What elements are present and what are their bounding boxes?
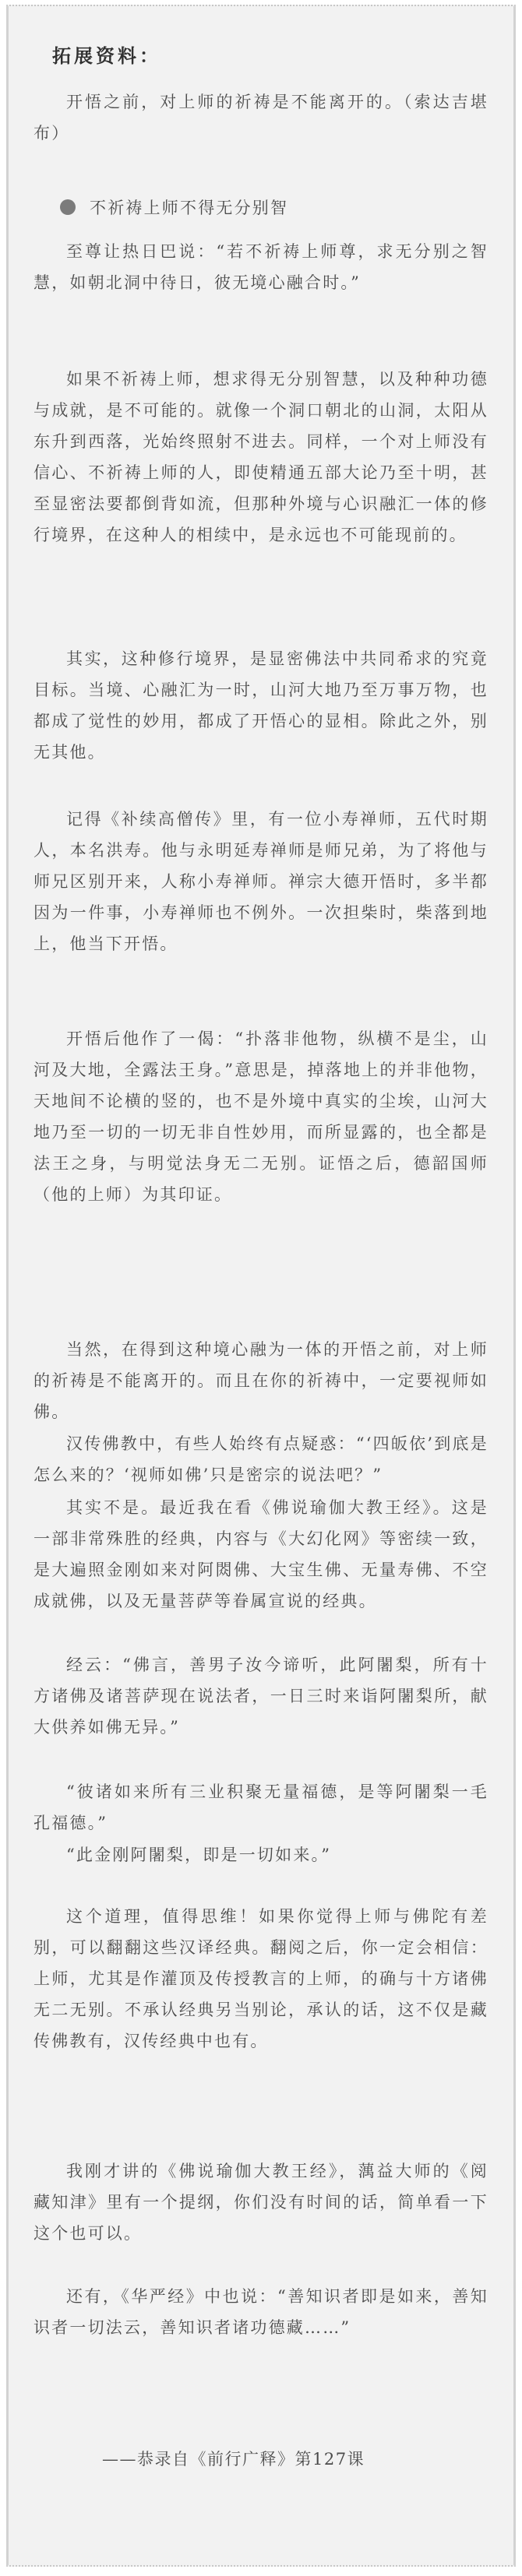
paragraph: “彼诸如来所有三业积聚无量福德，是等阿闍梨一毛孔福德。” [34, 1782, 488, 1832]
paragraph: 如果不祈祷上师，想求得无分别智慧，以及种种功德与成就，是不可能的。就像一个洞口朝北的山洞，太阳从东升到西落，光始终照射不进去。同样，一个对上师没有信心、不祈祷上师的人，即使精通五部大论乃至十明，甚至显密法要都倒背如流，但那种外境与心识融汇一体的修行境界，在这种人的相续中，是永远也不可能现前的。 [34, 370, 488, 544]
paragraph: 汉传佛教中，有些人始终有点疑惑：“‘四皈依’到底是怎么来的？‘视师如佛’只是密宗的说法吧？” [34, 1434, 488, 1484]
article-card [6, 5, 516, 2567]
paragraph: 其实，这种修行境界，是显密佛法中共同希求的究竟目标。当境、心融汇为一时，山河大地乃至万事万物，也都成了觉性的妙用，都成了开悟心的显相。除此之外，别无其他。 [34, 649, 488, 762]
paragraph: 当然，在得到这种境心融为一体的开悟之前，对上师的祈祷是不能离开的。而且在你的祈祷中，一定要视师如佛。 [34, 1340, 488, 1421]
paragraph: 其实不是。最近我在看《佛说瑜伽大教王经》。这是一部非常殊胜的经典，内容与《大幻化网》等密续一致，是大遍照金刚如来对阿閦佛、大宝生佛、无量寿佛、不空成就佛，以及无量菩萨等眷属宣说的经典。 [34, 1498, 488, 1610]
paragraph: “此金刚阿闍梨，即是一切如来。” [66, 1846, 332, 1864]
paragraph: 我刚才讲的《佛说瑜伽大教王经》，蕅益大师的《阅藏知津》里有一个提纲，你们没有时间的话，简单看一下这个也可以。 [34, 2162, 488, 2243]
section-heading: 拓展资料： [52, 44, 161, 67]
paragraph: 这个道理，值得思维！如果你觉得上师与佛陀有差别，可以翻翻这些汉译经典。翻阅之后，你一定会相信：上师，尤其是作灌顶及传授教言的上师，的确与十方诸佛无二无别。不承认经典另当别论，承认的话，这不仅是藏传佛教有，汉传经典中也有。 [34, 1907, 488, 2050]
intro-paragraph: 开悟之前，对上师的祈祷是不能离开的。（索达吉堪布） [34, 93, 488, 143]
source-attribution: ——恭录自《前行广释》第127课 [102, 2450, 365, 2469]
paragraph: 还有，《华严经》中也说：“善知识者即是如来，善知识者一切法云，善知识者诸功德藏……” [34, 2287, 488, 2337]
bullet-row [60, 195, 288, 219]
paragraph: 记得《补续高僧传》里，有一位小寿禅师，五代时期人，本名洪寿。他与永明延寿禅师是师兄弟，为了将他与师兄区别开来，人称小寿禅师。禅宗大德开悟时，多半都因为一件事，小寿禅师也不例外。一次担柴时，柴落到地上，他当下开悟。 [34, 810, 488, 953]
paragraph: 开悟后他作了一偈：“扑落非他物，纵横不是尘，山河及大地，全露法王身。”意思是，掉落地上的并非他物，天地间不论横的竖的，也不是外境中真实的尘埃，山河大地乃至一切的一切无非自性妙用，而所显露的，也全都是法王之身，与明觉法身无二无别。证悟之后，德韶国师（他的上师）为其印证。 [34, 1029, 488, 1204]
paragraph: 经云：“佛言，善男子汝今谛听，此阿闍梨，所有十方诸佛及诸菩萨现在说法者，一日三时来诣阿闍梨所，献大供养如佛无异。” [34, 1656, 488, 1737]
bullet-title: 不祈祷上师不得无分别智 [90, 199, 289, 217]
paragraph: 至尊让热日巴说：“若不祈祷上师尊，求无分别之智慧，如朝北洞中待日，彼无境心融合时。” [34, 242, 488, 292]
bullet-dot-icon [60, 199, 76, 215]
